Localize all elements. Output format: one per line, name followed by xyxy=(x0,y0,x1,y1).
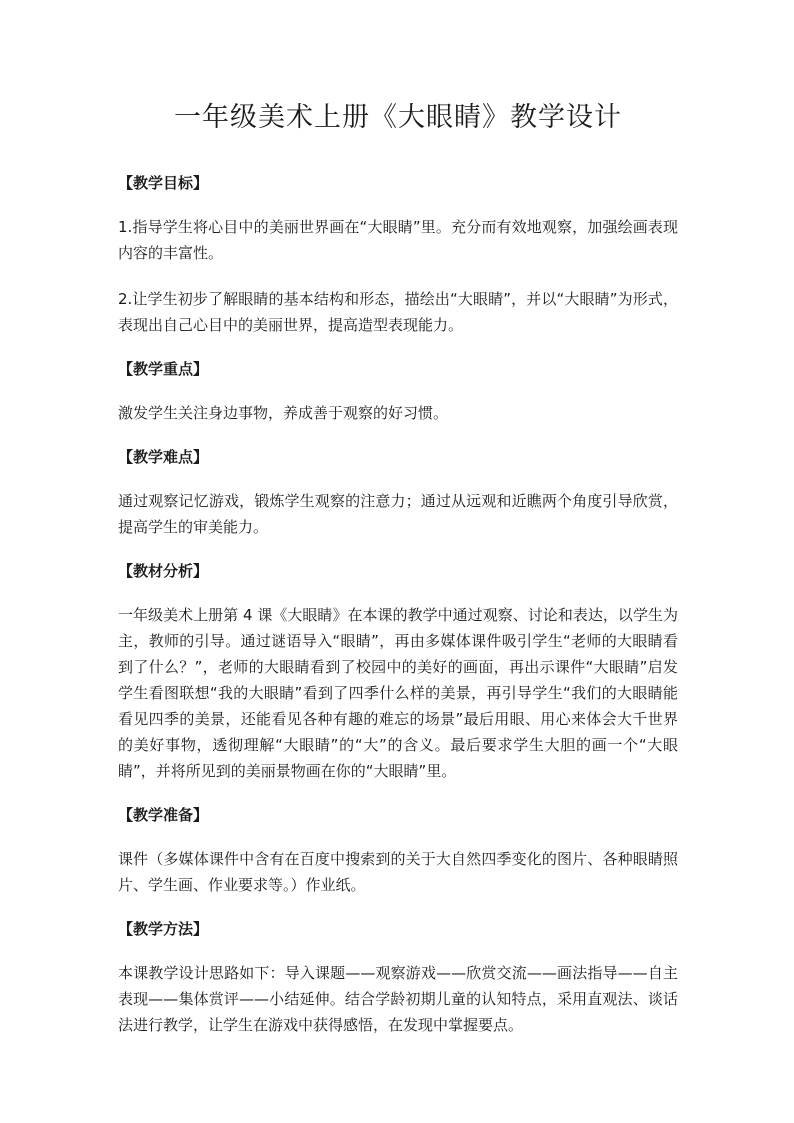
paragraph: 1.指导学生将心目中的美丽世界画在“大眼睛”里。充分而有效地观察，加强绘画表现内容的丰富性。 xyxy=(118,218,678,262)
section-teaching-focus xyxy=(118,358,678,426)
section-teaching-goals xyxy=(118,172,678,338)
paragraph: 激发学生关注身边事物，养成善于观察的好习惯。 xyxy=(118,404,449,422)
section-heading: 【教学目标】 xyxy=(118,174,209,192)
paragraph: 本课教学设计思路如下：导入课题——观察游戏——欣赏交流——画法指导——自主表现——集体赏评——小结延伸。结合学龄初期儿童的认知特点，采用直观法、谈话法进行教学，让学生在游戏中获得感悟，在发现中掌握要点。 xyxy=(118,964,678,1034)
paragraph: 课件（多媒体课件中含有在百度中搜索到的关于大自然四季变化的图片、各种眼睛照片、学生画、作业要求等。）作业纸。 xyxy=(118,850,678,894)
section-material-analysis xyxy=(118,560,678,784)
paragraph: 通过观察记忆游戏，锻炼学生观察的注意力；通过从远观和近瞧两个角度引导欣赏，提高学生的审美能力。 xyxy=(118,492,678,536)
section-heading: 【教学方法】 xyxy=(118,920,209,938)
document-title: 一年级美术上册《大眼睛》教学设计 xyxy=(174,102,622,133)
section-heading: 【教学重点】 xyxy=(118,360,209,378)
section-teaching-difficulty xyxy=(118,446,678,540)
section-teaching-method xyxy=(118,918,678,1038)
document-page xyxy=(118,98,678,1058)
section-heading: 【教学难点】 xyxy=(118,448,209,466)
section-heading: 【教材分析】 xyxy=(118,562,209,580)
paragraph: 2.让学生初步了解眼睛的基本结构和形态，描绘出“大眼睛”，并以“大眼睛”为形式，表现出自己心目中的美丽世界，提高造型表现能力。 xyxy=(118,290,678,334)
section-heading: 【教学准备】 xyxy=(118,806,209,824)
paragraph: 一年级美术上册第 4 课《大眼睛》在本课的教学中通过观察、讨论和表达，以学生为主，教师的引导。通过谜语导入“眼睛”，再由多媒体课件吸引学生“老师的大眼睛看到了什么？”，老师的大眼睛看到了校园中的美好的画面，再出示课件“大眼睛”启发学生看图联想“我的大眼睛”看到了四季什么样的美景，再引导学生“我们的大眼睛能看见四季的美景，还能看见各种有趣的难忘的场景”最后用眼、用心来体会大千世界的美好事物，透彻理解“大眼睛”的“大”的含义。最后要求学生大胆的画一个“大眼睛”，并将所见到的美丽景物画在你的“大眼睛”里。 xyxy=(118,606,678,780)
section-teaching-preparation xyxy=(118,804,678,898)
